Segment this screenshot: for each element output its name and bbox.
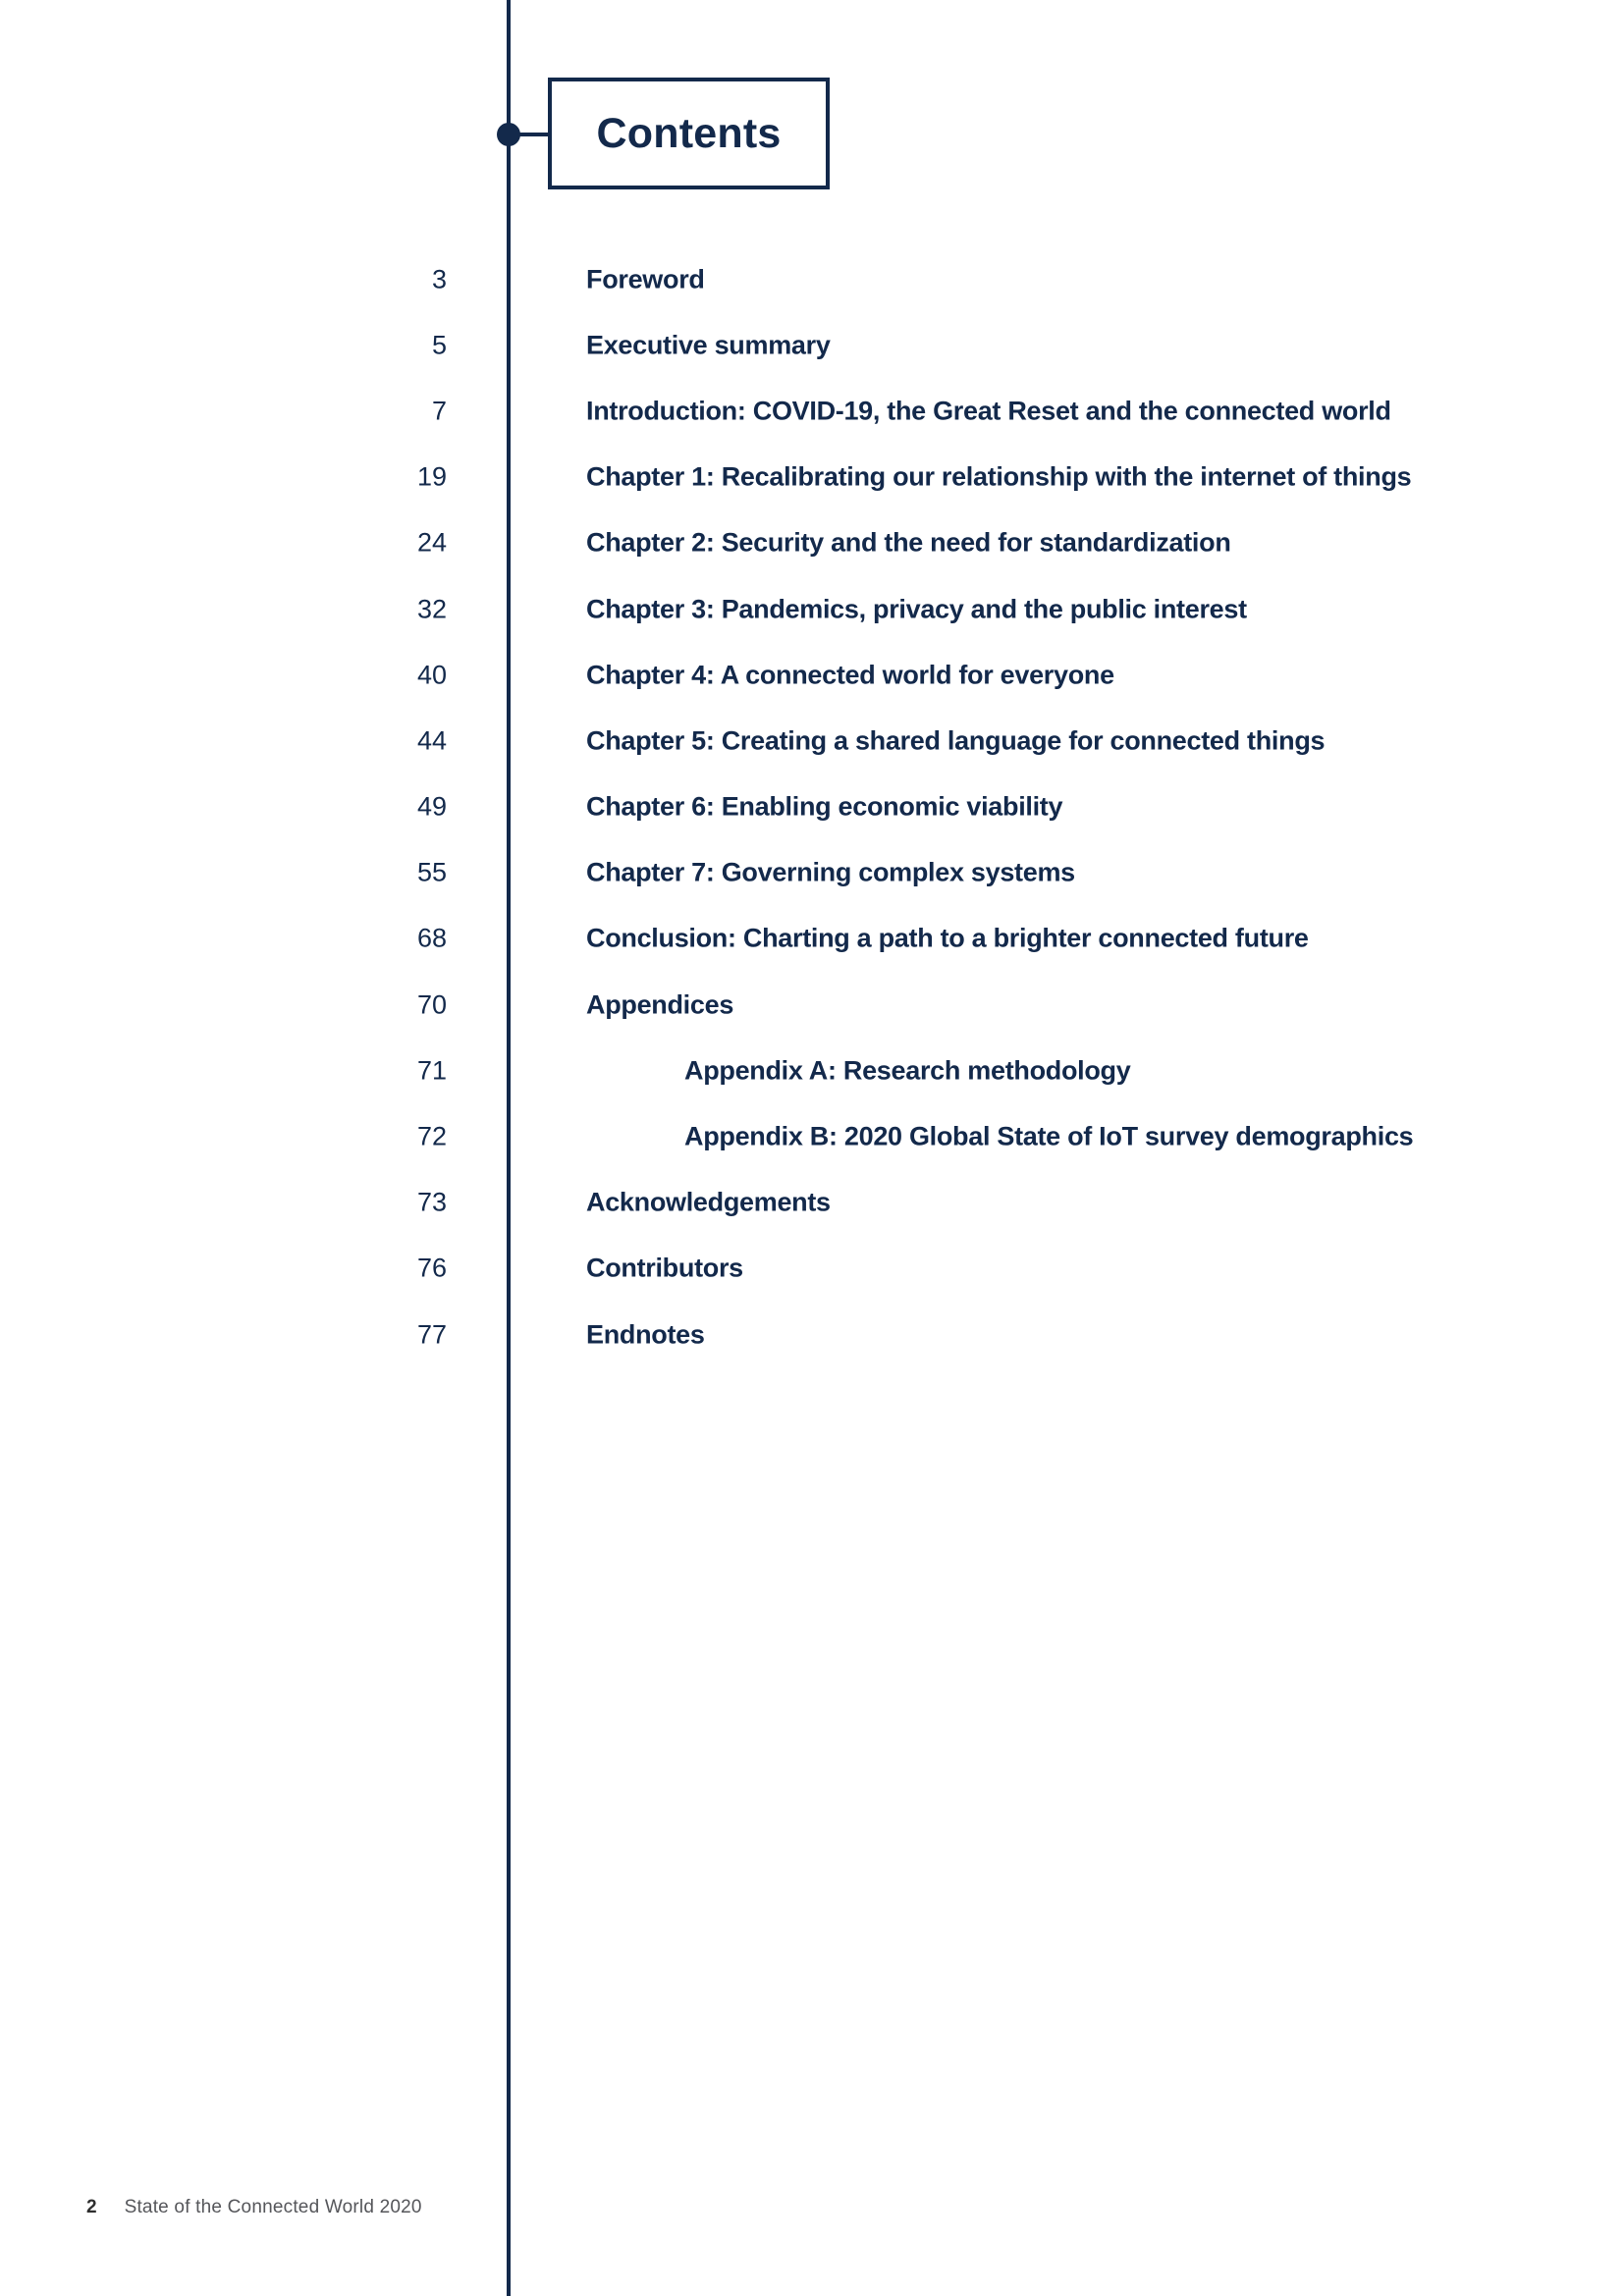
toc-row: [0, 378, 1624, 444]
page-title: Contents: [596, 109, 782, 157]
toc-page-number: 3: [431, 264, 447, 294]
toc-row: [0, 576, 1624, 642]
toc-entry-label: Chapter 7: Governing complex systems: [586, 857, 1075, 887]
toc-row: [0, 312, 1624, 378]
toc-page-number: 72: [416, 1121, 447, 1151]
table-of-contents: [0, 246, 1624, 1367]
toc-entry-label: Acknowledgements: [586, 1187, 831, 1217]
toc-entry-label: Introduction: COVID-19, the Great Reset and the connected world: [586, 396, 1391, 426]
toc-page-number: 24: [416, 527, 447, 558]
toc-row: [0, 972, 1624, 1038]
contents-heading-box: [548, 78, 830, 189]
toc-entry-label: Appendix B: 2020 Global State of IoT survey demographics: [684, 1121, 1414, 1151]
toc-row: [0, 840, 1624, 906]
toc-entry-label: Appendices: [586, 989, 734, 1020]
toc-row: [0, 906, 1624, 972]
toc-page-number: 55: [416, 857, 447, 887]
toc-page-number: 7: [431, 396, 447, 426]
toc-entry-label: Foreword: [586, 264, 705, 294]
toc-entry-label: Endnotes: [586, 1319, 705, 1350]
toc-row: [0, 708, 1624, 774]
toc-page-number: 19: [416, 461, 447, 492]
footer-doc-title: State of the Connected World 2020: [124, 2197, 422, 2217]
connector-line: [511, 133, 548, 136]
toc-entry-label: Appendix A: Research methodology: [684, 1055, 1131, 1086]
page-footer: [86, 2197, 422, 2218]
toc-entry-label: Chapter 4: A connected world for everyone: [586, 660, 1114, 690]
toc-page-number: 44: [416, 725, 447, 756]
toc-entry-label: Chapter 5: Creating a shared language for connected things: [586, 725, 1326, 756]
toc-page-number: 70: [416, 989, 447, 1020]
toc-row: [0, 445, 1624, 510]
toc-page-number: 32: [416, 594, 447, 624]
footer-page-number: 2: [86, 2197, 97, 2217]
toc-page-number: 71: [416, 1055, 447, 1086]
toc-row: [0, 1236, 1624, 1302]
toc-entry-label: Contributors: [586, 1253, 743, 1283]
toc-entry-label: Chapter 3: Pandemics, privacy and the public interest: [586, 594, 1247, 624]
toc-page-number: 76: [416, 1253, 447, 1283]
toc-entry-label: Conclusion: Charting a path to a brighter connected future: [586, 923, 1309, 953]
toc-row: [0, 1170, 1624, 1236]
toc-page-number: 77: [416, 1319, 447, 1350]
toc-row: [0, 1038, 1624, 1103]
toc-row: [0, 642, 1624, 708]
toc-page-number: 40: [416, 660, 447, 690]
toc-row: [0, 1302, 1624, 1367]
toc-row: [0, 246, 1624, 312]
toc-entry-label: Chapter 6: Enabling economic viability: [586, 791, 1063, 822]
toc-page-number: 49: [416, 791, 447, 822]
toc-page-number: 73: [416, 1187, 447, 1217]
toc-entry-label: Chapter 1: Recalibrating our relationship with the internet of things: [586, 461, 1412, 492]
toc-entry-label: Executive summary: [586, 330, 831, 360]
toc-page-number: 5: [431, 330, 447, 360]
toc-page-number: 68: [416, 923, 447, 953]
toc-row: [0, 1103, 1624, 1169]
toc-entry-label: Chapter 2: Security and the need for standardization: [586, 527, 1231, 558]
toc-row: [0, 510, 1624, 576]
toc-row: [0, 774, 1624, 840]
